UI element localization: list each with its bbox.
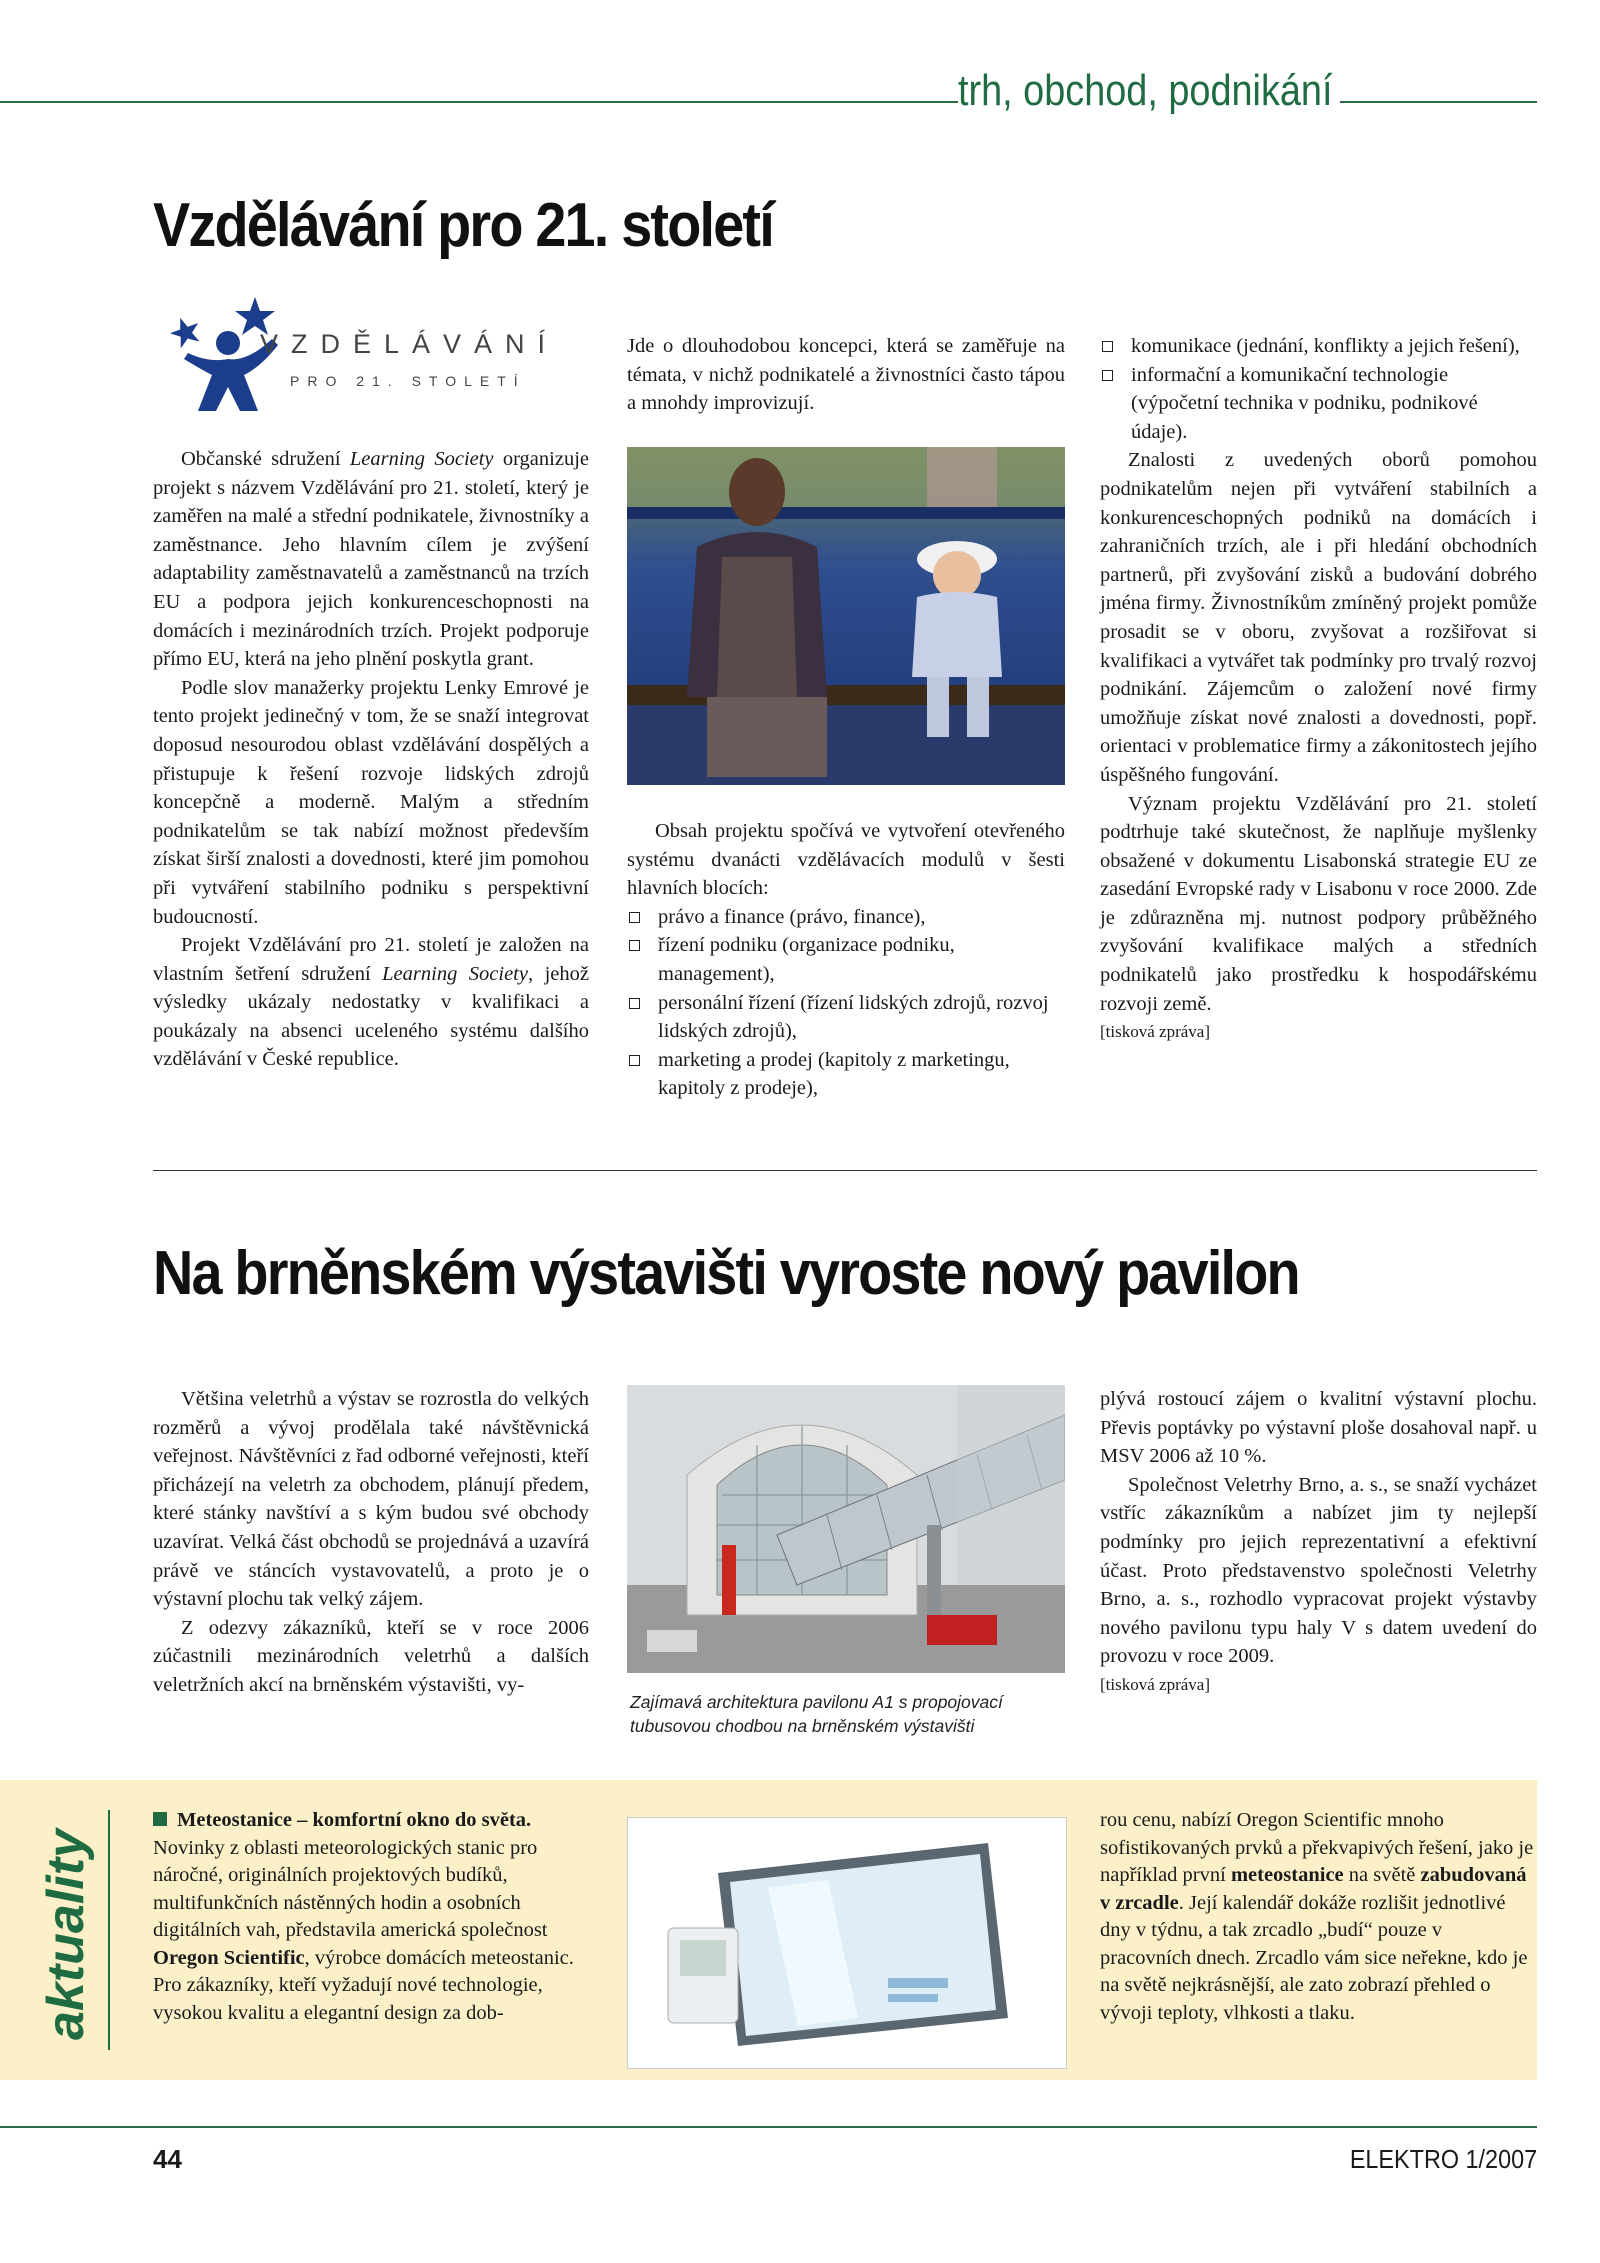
article1-col2 <box>627 817 1065 1103</box>
magazine-issue: ELEKTRO 1/2007 <box>1349 2144 1537 2174</box>
module-list <box>627 903 1065 1103</box>
footer-rule <box>0 2126 1537 2128</box>
article1-logo <box>160 295 590 415</box>
header-rule-right <box>1340 101 1537 103</box>
news-right-text: rou cenu, nabízí Oregon Scientific mnoho sofistikovaných prvků a překvapivých řešení, jako je například první meteostanice na světě zabudovaná v zrcadle. Její kalendář dokáže rozlišit jednotlivé dny v týdnu, a tak zrcadlo „budí“ pouze v pracovních dnech. Zrcadlo vám sice neřekne, kdo je na světě nejkrásnější, ale zato zobrazí přehled o vývoji teploty, vlhkosti a tlaku. <box>1100 1809 1534 2024</box>
list-item: marketing a prodej (kapitoly z marketingu, kapitoly z prodeje), <box>627 1046 1065 1103</box>
section-label: trh, obchod, podnikání <box>958 66 1333 115</box>
grandmother-child-photo <box>627 447 1065 785</box>
article1-col2-top <box>627 332 1065 418</box>
article1-title: Vzdělávání pro 21. století <box>153 191 773 260</box>
logo-line1: VZDĚLÁVÁNÍ <box>260 329 559 359</box>
mirror-weather-station-photo <box>627 1817 1067 2069</box>
paragraph: Projekt Vzdělávání pro 21. století je založen na vlastním šetření sdružení Learning Society, jehož výsledky ukázaly nedostatky v kvalifikaci a poukázaly na absenci uceleného systému dalšího vzdělávání v České republice. <box>153 934 589 1071</box>
paragraph: Společnost Veletrhy Brno, a. s., se snaží vycházet vstříc zákazníkům a nabízet jim ty nejlepší podmínky pro jejich reprezentativní a efektivní účast. Proto představenstvo společnosti Veletrhy Brno, a. s., rozhodlo vypracovat projekt výstavby nového pavilonu typu haly V s datem uvedení do provozu v roce 2009. <box>1100 1473 1537 1668</box>
article2-title: Na brněnském výstavišti vyroste nový pavilon <box>153 1239 1299 1308</box>
pavilion-caption: Zajímavá architektura pavilonu A1 s propojovací tubusovou chodbou na brněnském výstavišti <box>630 1692 1003 1736</box>
paragraph: Podle slov manažerky projektu Lenky Emrové je tento projekt jedinečný v tom, že se snaží integrovat doposud nesourodou oblast vzdělávání dospělých a přistupuje k řešení rozvoje lidských zdrojů koncepčně a moderně. Malým a středním podnikatelům se tak nabízí možnost především získat širší znalosti a dovednosti, které jim pomohou při vytváření stabilního podniku s perspektivní budoucností. <box>153 676 589 928</box>
article-divider <box>153 1170 1537 1171</box>
paragraph: Význam projektu Vzdělávání pro 21. století podtrhuje také skutečnost, že naplňuje myšlenky obsažené v dokumentu Lisabonská strategie EU ze zasedání Evropské rady v Lisabonu v roce 2000. Zde je zdůrazněna mj. nutnost podpory průběžného zvyšování kvalifikace malých a středních podnikatelů jako prostředku k hospodářskému rozvoji země. <box>1100 792 1537 1015</box>
article2-col3 <box>1100 1385 1537 1700</box>
list-item: informační a komunikační technologie (výpočetní technika v podniku, podnikové údaje). <box>1100 361 1537 447</box>
paragraph: Z odezvy zákazníků, kteří se v roce 2006 zúčastnili mezinárodních veletrhů a dalších veletržních akcí na brněnském výstavišti, vy- <box>153 1616 589 1696</box>
paragraph: Jde o dlouhodobou koncepci, která se zaměřuje na témata, v nichž podnikatelé a živnostníci často tápou a mnohdy improvizují. <box>627 335 1065 415</box>
paragraph: Znalosti z uvedených oborů pomohou podnikatelům nejen při vytváření stabilních a konkurenceschopných podniků na domácích i zahraničních trzích, ale i při hledání obchodních partnerů, při zvyšování zisků a budování dobrého jména firmy. Živnostníkům zmíněný projekt pomůže prosadit se v oboru, zvyšovat a rozšiřovat si kvalifikaci a vytvářet tak podmínky pro trvalý rozvoj podnikání. Zájemcům o založení nové firmy umožňuje získat nové znalosti a dovednosti, popř. orientaci v problematice firmy a zákonitostech jejího úspěšného fungování. <box>1100 449 1537 786</box>
news-bullet-icon <box>153 1812 167 1826</box>
paragraph: Většina veletrhů a výstav se rozrostla do velkých rozměrů a vývoj prodělala také návštěvnická veřejnost. Návštěvníci z řad odborné veřejnosti, kteří přicházejí na veletrh za obchodem, plánují předem, které stánky navštíví a s kým budou své obchody uzavírat. Velká část obchodů se projednává a uzavírá právě ve stáncích vystavovatelů, a proto je o výstavní plochu tak velký zájem. <box>153 1388 589 1611</box>
module-list-continued <box>1100 332 1537 446</box>
source-note: [tisková zpráva] <box>1100 1022 1210 1042</box>
news-section-label: aktuality <box>37 1829 95 2040</box>
pavilion-photo <box>627 1385 1065 1673</box>
paragraph: Obsah projektu spočívá ve vytvoření otevřeného systému dvanácti vzdělávacích modulů v šesti hlavních blocích: <box>627 820 1065 900</box>
article1-col1 <box>153 445 589 1074</box>
article2-col1 <box>153 1385 589 1700</box>
article1-col3 <box>1100 332 1537 1047</box>
header-rule-left <box>0 101 958 103</box>
list-item: řízení podniku (organizace podniku, management), <box>627 931 1065 988</box>
source-note: [tisková zpráva] <box>1100 1674 1210 1694</box>
logo-line2: PRO 21. STOLETÍ <box>290 373 526 389</box>
news-tab-rule <box>108 1810 110 2050</box>
list-item: právo a finance (právo, finance), <box>627 903 1065 932</box>
news-left-text: Meteostanice – komfortní okno do světa. Novinky z oblasti meteorologických stanic pro náročné, originálních projektových budíků, multifunkčních nástěnných hodin a osobních digitálních vah, představila americká společnost Oregon Scientific, výrobce domácích meteostanic. Pro zákazníky, kteří vyžadují nové technologie, vysokou kvalitu a elegantní design za dob- <box>153 1809 574 2024</box>
paragraph: Občanské sdružení Learning Society organizuje projekt s názvem Vzdělávání pro 21. století, který je zaměřen na malé a střední podnikatele, živnostníky a zaměstnance. Jeho hlavním cílem je zvýšení adaptability zaměstnavatelů a zaměstnanců na trzích EU a podpora jejich konkurenceschopnosti na domácích i mezinárodních trzích. Projekt podporuje přímo EU, která na jeho plnění poskytla grant. <box>153 448 589 671</box>
list-item: personální řízení (řízení lidských zdrojů, rozvoj lidských zdrojů), <box>627 989 1065 1046</box>
paragraph: plývá rostoucí zájem o kvalitní výstavní plochu. Převis poptávky po výstavní ploše dosahoval např. u MSV 2006 až 10 %. <box>1100 1388 1537 1468</box>
page-number: 44 <box>153 2144 182 2174</box>
list-item: komunikace (jednání, konflikty a jejich řešení), <box>1100 332 1537 361</box>
